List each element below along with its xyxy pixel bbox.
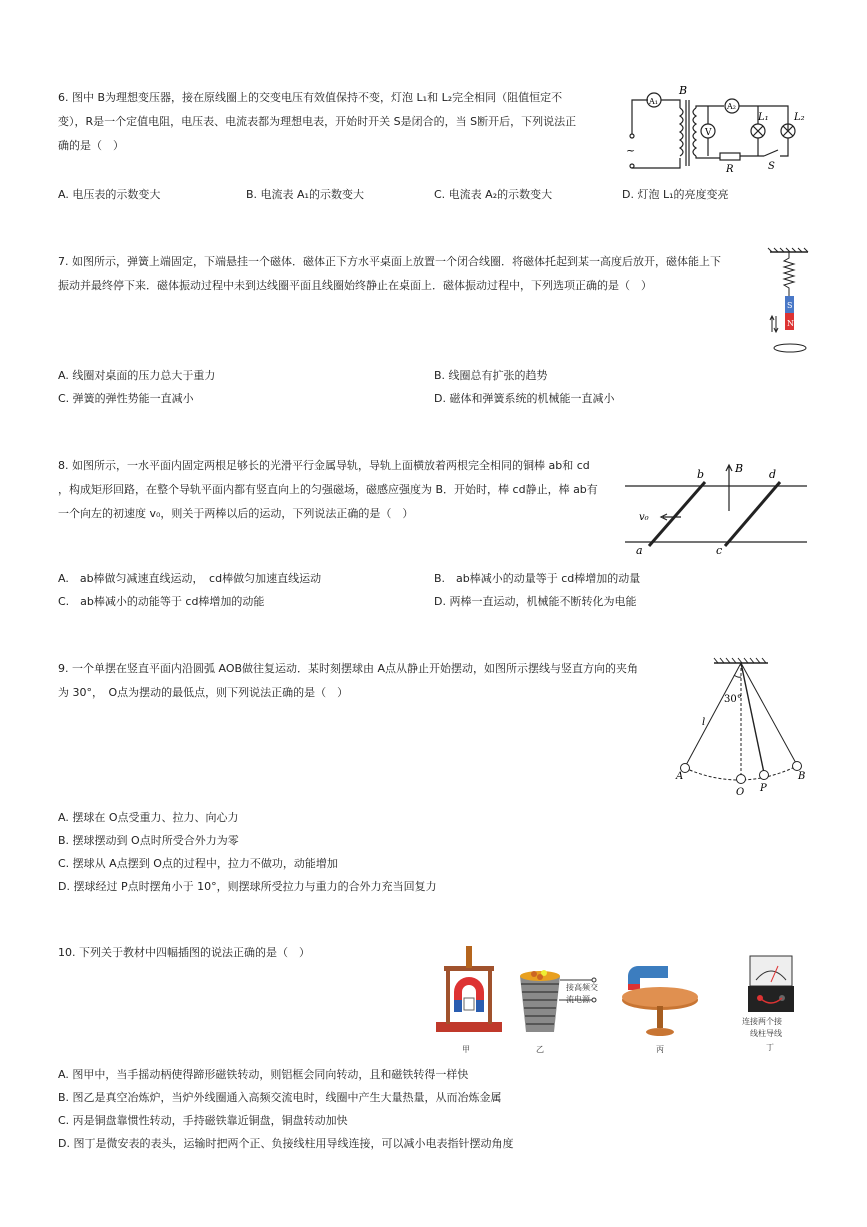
q8-b-label: b <box>697 468 705 481</box>
q6-s-label: S <box>768 161 775 172</box>
q10-option-b[interactable]: B. 图乙是真空冶炼炉，当炉外线圈通入高频交流电时，线圈中产生大量热量，从而冶炼金属 <box>58 1091 502 1104</box>
q8-line-3: 一个向左的初速度 v₀，则关于两棒以后的运动，下列说法正确的是（ ） <box>58 507 414 520</box>
q7-n-label: N <box>787 319 794 328</box>
q6-v-label: V <box>705 128 712 138</box>
q9-pendulum-figure <box>672 655 812 800</box>
q6-a1-label: A₁ <box>649 97 658 106</box>
q10-figure-bing <box>622 966 698 1036</box>
q10-option-a[interactable]: A. 图甲中，当手摇动柄使得蹄形磁铁转动，则铝框会同向转动，且和磁铁转得一样快 <box>58 1068 469 1081</box>
q9-option-a[interactable]: A. 摆球在 O点受重力、拉力、向心力 <box>58 811 239 824</box>
q6-b-label: B <box>679 84 688 97</box>
q9-o-label: O <box>736 787 745 798</box>
q10-figure-ding <box>748 956 794 1012</box>
q6-a2-label: A₂ <box>727 102 736 111</box>
q8-c-label: c <box>716 544 723 557</box>
q10-yi-label: 乙 <box>536 1045 544 1054</box>
q10-line-1: 10. 下列关于教材中四幅插图的说法正确的是（ ） <box>58 946 310 959</box>
q9-option-c[interactable]: C. 摆球从 A点摆到 O点的过程中，拉力不做功，动能增加 <box>58 857 338 870</box>
q8-a-label: a <box>636 544 643 557</box>
q6-line-1: 6. 图中 B为理想变压器，接在原线圈上的交变电压有效值保持不变，灯泡 L₁和 L₂完全相同（阻值恒定不 <box>58 91 563 104</box>
q6-r-label: R <box>726 164 734 175</box>
q8-d-label: d <box>769 468 777 481</box>
q8-option-c[interactable]: C. ab棒减小的动能等于 cd棒增加的动能 <box>58 595 265 608</box>
q9-l-label: l <box>702 717 706 728</box>
q10-bing-label: 丙 <box>656 1045 664 1054</box>
q6-line-3: 确的是（ ） <box>58 139 124 152</box>
q8-line-1: 8. 如图所示，一水平面内固定两根足够长的光滑平行金属导轨，导轨上面横放着两根完全相同的铜棒 ab和 cd <box>58 459 590 472</box>
q8-option-a[interactable]: A. ab棒做匀减速直线运动， cd棒做匀加速直线运动 <box>58 572 322 585</box>
question-7-stem <box>58 250 721 298</box>
q6-ac-source-label: ~ <box>626 144 636 157</box>
q9-option-b[interactable]: B. 摆球摆动到 O点时所受合外力为零 <box>58 834 239 847</box>
question-6-stem <box>58 86 576 158</box>
q6-transformer-circuit-figure <box>618 78 818 178</box>
q6-l1-label: L₁ <box>758 112 769 123</box>
q9-p-label: P <box>760 783 767 794</box>
q10-four-illustrations-figure <box>432 940 802 1058</box>
q9-angle-label: 30° <box>724 694 742 705</box>
q6-line-2: 变），R是一个定值电阻，电压表、电流表都为理想电表，开始时开关 S是闭合的，当 S断开后，下列说法正 <box>58 115 577 128</box>
question-9-stem <box>58 657 638 705</box>
q10-ding-note-1: 连接两个接 <box>742 1017 782 1026</box>
q9-line-1: 9. 一个单摆在竖直平面内沿圆弧 AOB做往复运动．某时刻摆球由 A点从静止开始摆动，如图所示摆线与竖直方向的夹角 <box>58 662 639 675</box>
q6-option-a[interactable]: A. 电压表的示数变大 <box>58 188 161 201</box>
q9-a-label: A <box>676 771 684 782</box>
q10-ding-note-2: 线柱导线 <box>750 1029 782 1038</box>
q7-option-b[interactable]: B. 线圈总有扩张的趋势 <box>434 369 548 382</box>
q8-line-2: ，构成矩形回路，在整个导轨平面内都有竖直向上的匀强磁场，磁感应强度为 B．开始时，棒 cd静止，棒 ab有 <box>58 483 598 496</box>
q7-option-a[interactable]: A. 线圈对桌面的压力总大于重力 <box>58 369 216 382</box>
q7-line-1: 7. 如图所示，弹簧上端固定，下端悬挂一个磁体．磁体正下方水平桌面上放置一个闭合线圈．将磁体托起到某一高度后放开，磁体能上下 <box>58 255 721 268</box>
q10-yi-note-1: 接高频交 <box>566 983 598 992</box>
q7-option-d[interactable]: D. 磁体和弹簧系统的机械能一直减小 <box>434 392 615 405</box>
q10-ding-label: 丁 <box>766 1043 774 1052</box>
q7-spring-magnet-figure <box>760 246 820 358</box>
q9-line-2: 为 30°， O点为摆动的最低点，则下列说法正确的是（ ） <box>58 686 349 699</box>
q8-v0-label: v₀ <box>639 512 649 523</box>
q10-yi-note-2: 流电源 <box>566 995 590 1004</box>
q8-option-d[interactable]: D. 两棒一直运动，机械能不断转化为电能 <box>434 595 637 608</box>
q10-option-c[interactable]: C. 丙是铜盘靠惯性转动，手持磁铁靠近铜盘，铜盘转动加快 <box>58 1114 348 1127</box>
question-10-stem <box>58 941 310 965</box>
q6-option-d[interactable]: D. 灯泡 L₁的亮度变亮 <box>622 188 729 201</box>
q9-b-label: B <box>798 771 806 782</box>
q10-jia-label: 甲 <box>462 1045 470 1054</box>
q9-option-d[interactable]: D. 摆球经过 P点时摆角小于 10°，则摆球所受拉力与重力的合外力充当回复力 <box>58 880 437 893</box>
q10-figure-jia <box>436 946 502 1032</box>
q7-line-2: 振动并最终停下来．磁体振动过程中未到达线圈平面且线圈始终静止在桌面上．磁体振动过程中，下列选项正确的是（ ） <box>58 279 652 292</box>
question-8-stem <box>58 454 598 526</box>
q8-option-b[interactable]: B. ab棒减小的动量等于 cd棒增加的动量 <box>434 572 641 585</box>
q7-s-label: S <box>787 301 793 310</box>
q7-option-c[interactable]: C. 弹簧的弹性势能一直减小 <box>58 392 194 405</box>
q6-option-b[interactable]: B. 电流表 A₁的示数变大 <box>246 188 364 201</box>
q8-rails-figure <box>625 456 810 558</box>
q6-l2-label: L₂ <box>794 112 805 123</box>
q6-option-c[interactable]: C. 电流表 A₂的示数变大 <box>434 188 553 201</box>
q8-b-field-label: B <box>735 462 744 475</box>
q10-option-d[interactable]: D. 图丁是微安表的表头，运输时把两个正、负接线柱用导线连接，可以减小电表指针摆动角度 <box>58 1137 514 1150</box>
